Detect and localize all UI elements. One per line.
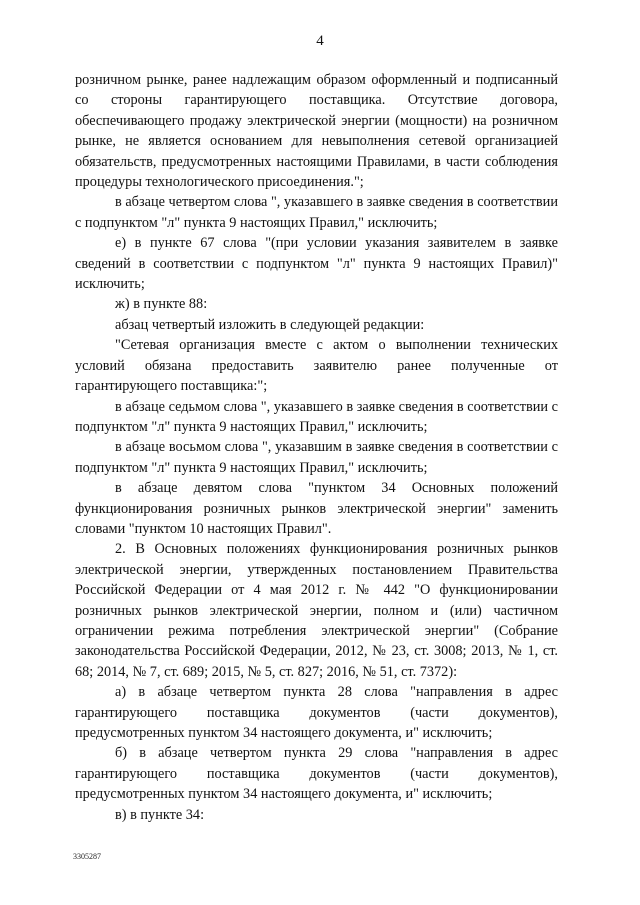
paragraph: в абзаце четвертом слова ", указавшего в заявке сведения в соответствии с подпунктом "л" пункта 9 настоящих Правил," исключить; [75, 194, 558, 231]
paragraph: в) в пункте 34: [115, 806, 205, 823]
paragraph: в абзаце седьмом слова ", указавшего в заявке сведения в соответствии с подпунктом "л" пункта 9 настоящих Правил," исключить; [75, 398, 558, 435]
paragraph: ж) в пункте 88: [115, 296, 208, 313]
paragraph: абзац четвертый изложить в следующей редакции: [115, 316, 425, 333]
paragraph: 2. В Основных положениях функционирования розничных рынков электрической энергии, утвержденных постановлением Правительства Российской Федерации от 4 мая 2012 г. № 442 "О функционировании розничных рынков электрической энергии, полном и (или) частичном ограничении режима потребления электрической энергии" (Собрание законодательства Российской Федерации, 2012, № 23, ст. 3008; 2013, № 1, ст. 68; 2014, № 7, ст. 689; 2015, № 5, ст. 827; 2016, № 51, ст. 7372): [75, 541, 558, 680]
paragraph: "Сетевая организация вместе с актом о выполнении технических условий обязана предоставить заявителю ранее полученные от гарантирующего поставщика:"; [75, 337, 558, 395]
document-code: 3305287 [73, 852, 101, 861]
document-body [75, 70, 558, 825]
paragraph: б) в абзаце четвертом пункта 29 слова "направления в адрес гарантирующего поставщика документов (части документов), предусмотренных пунктом 34 настоящего документа, и" исключить; [75, 745, 558, 803]
paragraph: в абзаце восьмом слова ", указавшим в заявке сведения в соответствии с подпунктом "л" пункта 9 настоящих Правил," исключить; [75, 439, 558, 476]
paragraph: а) в абзаце четвертом пункта 28 слова "направления в адрес гарантирующего поставщика документов (части документов), предусмотренных пунктом 34 настоящего документа, и" исключить; [75, 684, 558, 741]
paragraph: розничном рынке, ранее надлежащим образом оформленный и подписанный со стороны гарантирующего поставщика. Отсутствие договора, обеспечивающего продажу электрической энергии (мощности) на розничном рынке, не является основанием для невыполнения сетевой организацией обязательств, предусмотренных настоящими Правилами, в части соблюдения процедуры технологического присоединения."; [75, 72, 558, 191]
paragraph: е) в пункте 67 слова "(при условии указания заявителем в заявке сведений в соответствии с подпунктом "л" пункта 9 настоящих Правил)" исключить; [75, 235, 558, 293]
page-number: 4 [316, 33, 324, 49]
paragraph: в абзаце девятом слова "пунктом 34 Основных положений функционирования розничных рынков электрической энергии" заменить словами "пунктом 10 настоящих Правил". [75, 480, 558, 537]
